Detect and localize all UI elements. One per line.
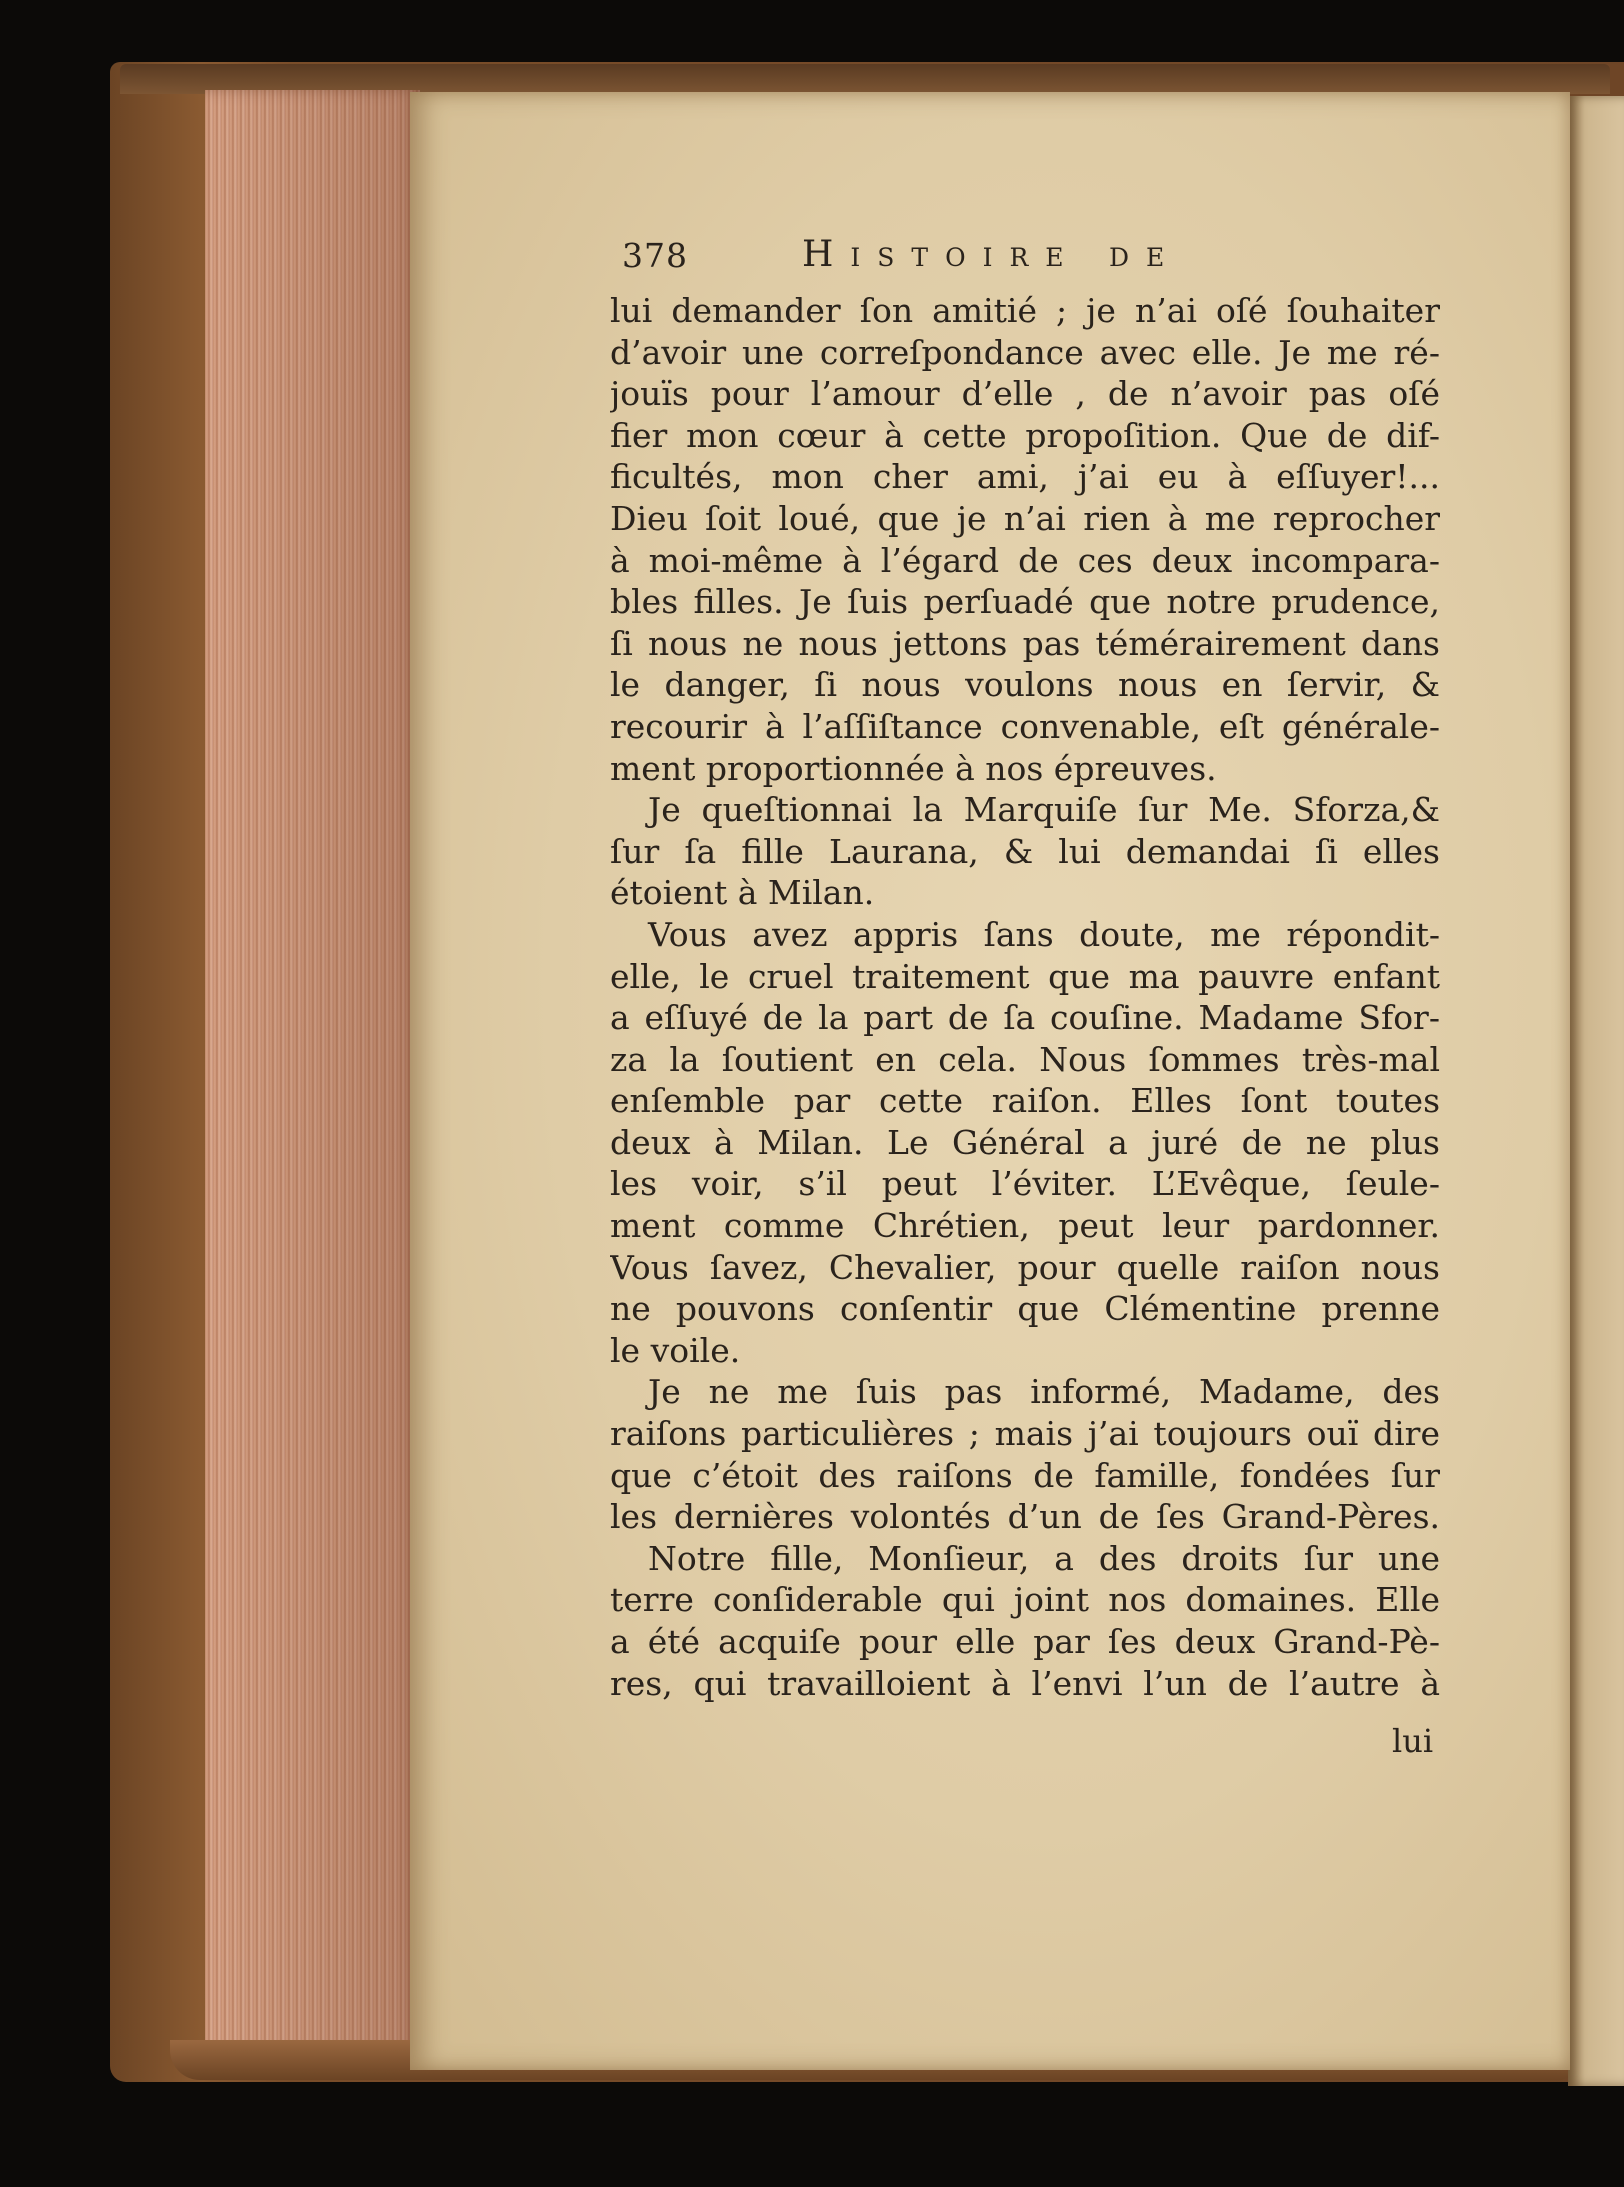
text-line: bles filles. Je ſuis perſuadé que notre prudence, <box>610 582 1440 622</box>
text-line: elle, le cruel traitement que ma pauvre enfant <box>610 956 1440 996</box>
text-line: ment proportionnée à nos épreuves. <box>610 748 1217 788</box>
text-line: Vous avez appris ſans doute, me répondit- <box>648 914 1440 954</box>
text-line: a été acquiſe pour elle par ſes deux Grand-Pè- <box>610 1622 1440 1661</box>
page-edges <box>205 90 420 2080</box>
text-line: Vous ſavez, Chevalier, pour quelle raiſon nous <box>610 1247 1440 1287</box>
text-line: lui demander ſon amitié ; je n’ai oſé ſouhaiter <box>610 291 1440 330</box>
text-line: recourir à l’aſſiſtance convenable, eſt générale- <box>610 706 1440 746</box>
body-text <box>610 290 1440 1704</box>
text-line: raiſons particulières ; mais j’ai toujours ouï dire <box>610 1414 1440 1454</box>
text-line: Je queſtionnai la Marquiſe ſur Me. Sforza,& <box>648 790 1440 830</box>
text-line: deux à Milan. Le Général a juré de ne plus <box>610 1122 1440 1162</box>
page-number: 378 <box>622 236 688 275</box>
text-line: za la ſoutient en cela. Nous ſommes très-mal <box>610 1039 1440 1079</box>
text-line: jouïs pour l’amour d’elle , de n’avoir pas oſé <box>610 374 1440 414</box>
text-line: Je ne me ſuis pas informé, Madame, des <box>648 1372 1440 1412</box>
text-line: ment comme Chrétien, peut leur pardonner. <box>610 1206 1440 1246</box>
text-line: ne pouvons conſentir que Clémentine prenne <box>610 1289 1440 1329</box>
facing-page-sliver <box>1568 96 1624 2086</box>
text-line: ſi nous ne nous jettons pas témérairement dans <box>610 623 1440 663</box>
text-line: à moi-même à l’égard de ces deux incompara- <box>610 540 1440 580</box>
text-line: ſur ſa fille Laurana, & lui demandai ſi elles <box>610 831 1440 871</box>
text-line: étoient à Milan. <box>610 873 875 913</box>
text-line: que c’étoit des raiſons de famille, fondées ſur <box>610 1455 1440 1495</box>
text-line: res, qui travailloient à l’envi l’un de l’autre à <box>610 1663 1440 1703</box>
text-line: a eſſuyé de la part de ſa couſine. Madame Sfor- <box>610 998 1440 1038</box>
text-line: les voir, s’il peut l’éviter. L’Evêque, ſeule- <box>610 1164 1440 1204</box>
catchword: lui <box>1392 1722 1434 1760</box>
text-line: ficultés, mon cher ami, j’ai eu à eſſuyer!... <box>610 457 1440 497</box>
text-line: le danger, ſi nous voulons nous en ſervir, & <box>610 665 1440 705</box>
text-line: Dieu ſoit loué, que je n’ai rien à me reprocher <box>610 498 1440 538</box>
running-head: Histoire de <box>802 234 1182 275</box>
page-header <box>622 236 1322 276</box>
text-line: terre conſiderable qui joint nos domaines. Elle <box>610 1580 1440 1620</box>
text-line: fier mon cœur à cette propoſition. Que de dif- <box>610 415 1440 455</box>
text-line: le voile. <box>610 1330 741 1370</box>
text-line: d’avoir une correſpondance avec elle. Je me ré- <box>610 332 1440 372</box>
text-line: Notre fille, Monſieur, a des droits ſur une <box>648 1538 1440 1578</box>
text-line: les dernières volontés d’un de ſes Grand-Pères. <box>610 1497 1440 1537</box>
text-line: enſemble par cette raiſon. Elles ſont toutes <box>610 1081 1440 1121</box>
